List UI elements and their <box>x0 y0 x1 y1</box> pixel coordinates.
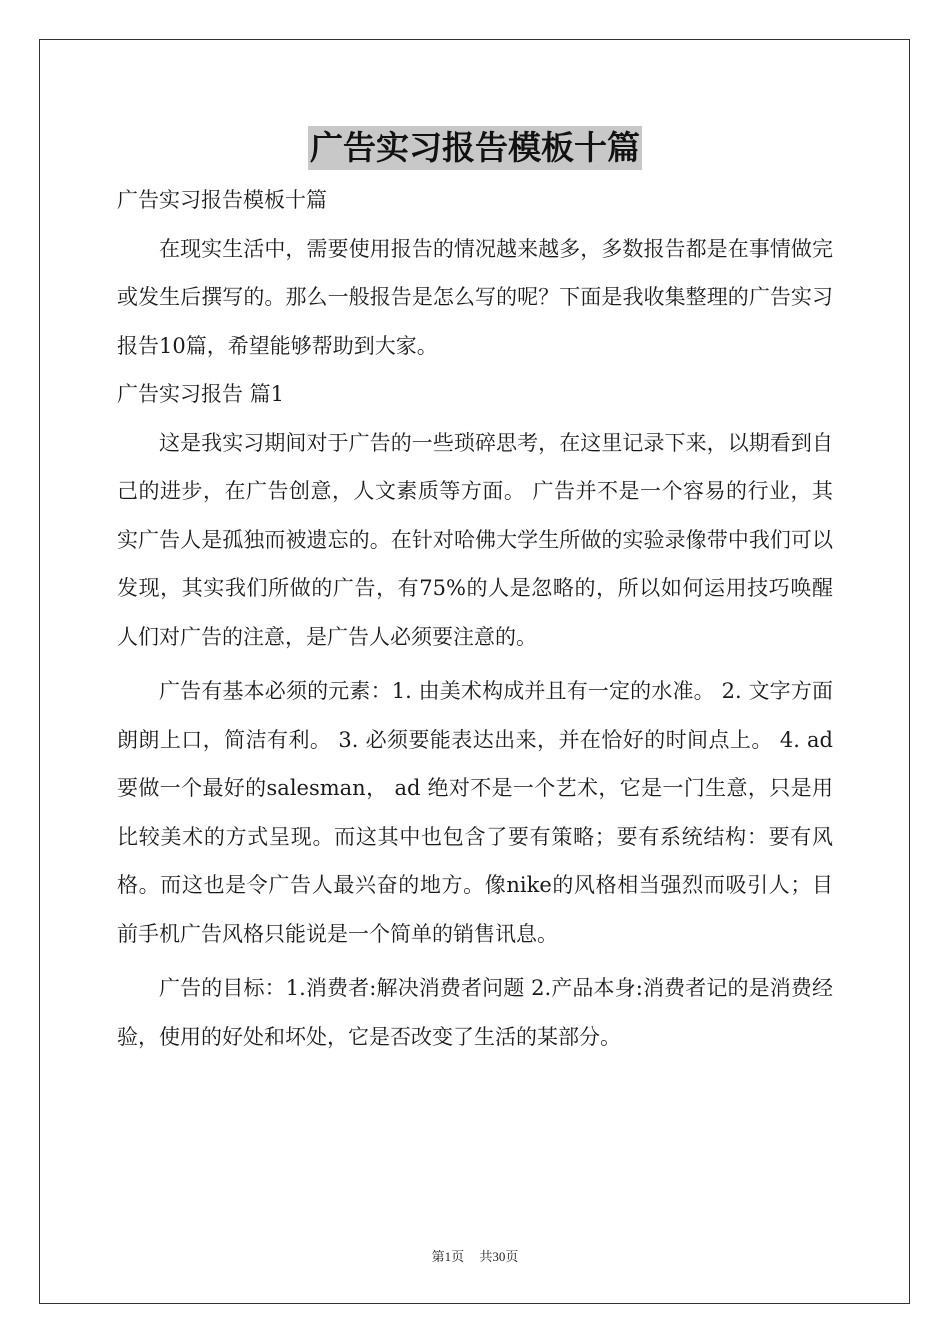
subtitle-line: 广告实习报告模板十篇 <box>117 188 327 212</box>
section-heading: 广告实习报告 篇1 <box>117 382 285 406</box>
title-area <box>0 126 950 170</box>
page-number: 第1页 <box>431 1249 465 1264</box>
body-paragraph: 广告的目标：1.消费者:解决消费者问题 2.产品本身:消费者记的是消费经验，使用的好处和坏处，它是否改变了生活的某部分。 <box>117 976 833 1049</box>
body-paragraph: 广告有基本必须的元素：1. 由美术构成并且有一定的水准。 2. 文字方面朗朗上口，简洁有利。 3. 必须要能表达出来，并在恰好的时间点上。 4. ad要做一个最好的salesman， ad 绝对不是一个艺术，它是一门生意，只是用比较美术的方式呈现。而这其中也包含了要有策略；要有系统结构：要有风格。而这也是令广告人最兴奋的地方。像nike的风格相当强烈而吸引人；目前手机广告风格只能说是一个简单的销售讯息。 <box>117 679 833 946</box>
intro-paragraph: 在现实生活中，需要使用报告的情况越来越多，多数报告都是在事情做完或发生后撰写的。那么一般报告是怎么写的呢？下面是我收集整理的广告实习报告10篇，希望能够帮助到大家。 <box>117 236 833 358</box>
page-total: 共30页 <box>479 1249 519 1264</box>
document-body <box>117 176 833 1061</box>
document-title: 广告实习报告模板十篇 <box>308 126 642 170</box>
page-footer <box>0 1246 950 1265</box>
body-paragraph: 这是我实习期间对于广告的一些琐碎思考，在这里记录下来，以期看到自己的进步，在广告创意，人文素质等方面。 广告并不是一个容易的行业，其实广告人是孤独而被遗忘的。在针对哈佛大学生所做的实验录像带中我们可以发现，其实我们所做的广告，有75%的人是忽略的，所以如何运用技巧唤醒人们对广告的注意，是广告人必须要注意的。 <box>117 430 833 649</box>
